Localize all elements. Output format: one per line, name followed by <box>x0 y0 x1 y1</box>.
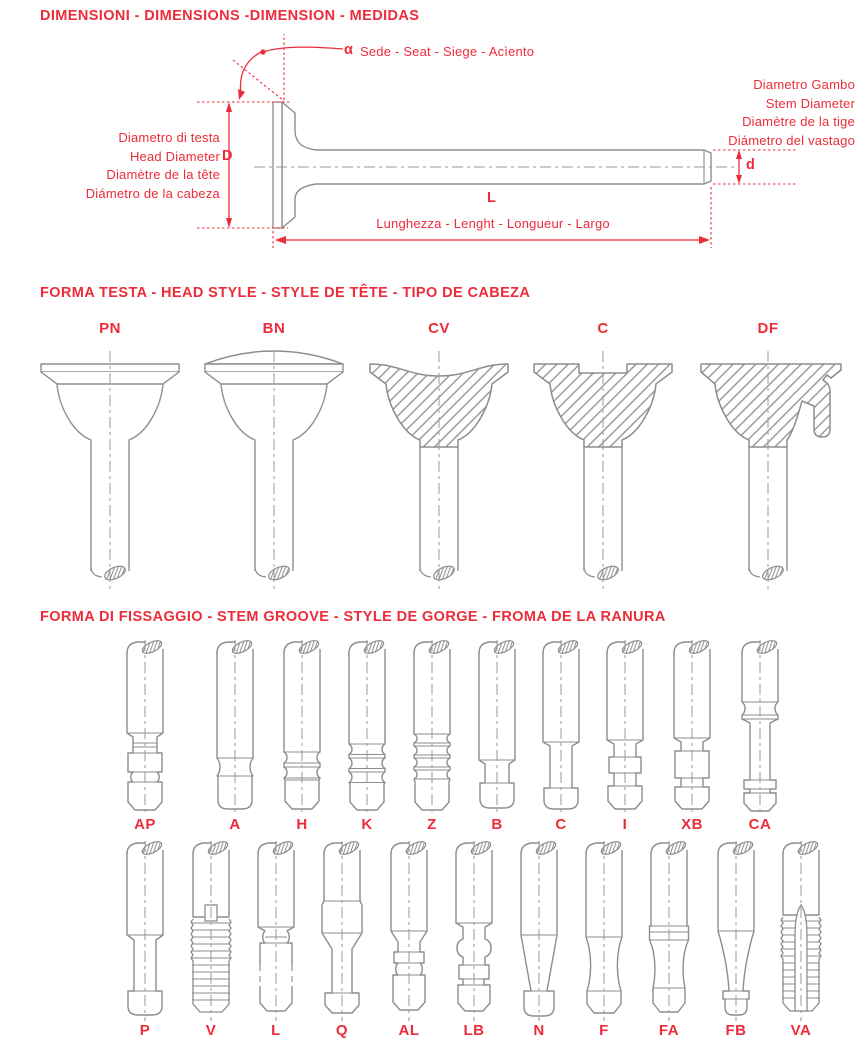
head-style-bn-drawing <box>199 345 349 600</box>
stem-groove-code-al: AL <box>398 1022 420 1039</box>
head-style-code-pn: PN <box>99 320 121 337</box>
stem-groove-code-p: P <box>139 1022 151 1039</box>
head-style-cv-drawing <box>364 345 514 600</box>
stem-groove-code-f: F <box>599 1022 609 1039</box>
alpha-symbol: α <box>344 42 353 58</box>
stem-groove-n-drawing <box>506 841 572 1023</box>
head-style-code-c: C <box>597 320 609 337</box>
head-style-c-drawing <box>528 345 678 600</box>
stem-groove-code-z: Z <box>427 816 437 833</box>
head-style-title: FORMA TESTA - HEAD STYLE - STYLE DE TÊTE - TIPO DE CABEZA <box>40 285 531 301</box>
stem-groove-z-drawing <box>399 640 465 816</box>
stem-groove-i-drawing <box>592 640 658 816</box>
head-style-df-drawing <box>693 345 843 600</box>
head-style-code-bn: BN <box>262 320 286 337</box>
head-style-code-df: DF <box>757 320 779 337</box>
stem-groove-code-h: H <box>296 816 308 833</box>
stem-groove-code-c: C <box>555 816 567 833</box>
stem-groove-q-drawing <box>309 841 375 1023</box>
stem-groove-code-ap: AP <box>134 816 156 833</box>
stem-groove-xb-drawing <box>659 640 725 816</box>
stem-groove-h-drawing <box>269 640 335 816</box>
stem-groove-p-drawing <box>112 841 178 1023</box>
head-diameter-symbol: D <box>222 148 233 164</box>
stem-groove-code-xb: XB <box>681 816 703 833</box>
head-style-pn-drawing <box>35 345 185 600</box>
head-diameter-label <box>30 129 220 203</box>
stem-groove-l-drawing <box>243 841 309 1023</box>
length-label: Lunghezza - Lenght - Longueur - Largo <box>376 216 610 231</box>
stem-groove-code-i: I <box>622 816 628 833</box>
stem-groove-k-drawing <box>334 640 400 816</box>
stem-groove-b-drawing <box>464 640 530 816</box>
stem-diameter-line: Diamètre de la tige <box>742 114 855 129</box>
dimensions-title: DIMENSIONI - DIMENSIONS -DIMENSION - MEDIDAS <box>40 8 420 24</box>
head-diameter-line: Diámetro de la cabeza <box>85 185 220 201</box>
stem-groove-fb-drawing <box>703 841 769 1023</box>
stem-diameter-label <box>659 76 855 150</box>
stem-groove-title: FORMA DI FISSAGGIO - STEM GROOVE - STYLE DE GORGE - FROMA DE LA RANURA <box>40 609 666 625</box>
stem-groove-c-drawing <box>528 640 594 816</box>
stem-diameter-line: Diámetro del vastago <box>728 132 855 148</box>
stem-groove-code-va: VA <box>790 1022 812 1039</box>
stem-groove-code-b: B <box>491 816 503 833</box>
stem-groove-f-drawing <box>571 841 637 1023</box>
stem-diameter-line: Stem Diameter <box>765 95 855 111</box>
stem-groove-a-drawing <box>202 640 268 816</box>
stem-groove-code-n: N <box>533 1022 545 1039</box>
stem-diameter-line: Diametro Gambo <box>753 77 855 92</box>
head-diameter-line: Diamètre de la tête <box>106 167 220 182</box>
stem-groove-code-fa: FA <box>658 1022 680 1039</box>
length-symbol: L <box>487 190 496 206</box>
stem-groove-lb-drawing <box>441 841 507 1023</box>
stem-groove-va-drawing <box>768 841 834 1023</box>
stem-groove-code-a: A <box>229 816 241 833</box>
stem-groove-code-fb: FB <box>725 1022 747 1039</box>
stem-groove-code-k: K <box>361 816 373 833</box>
stem-groove-code-lb: LB <box>463 1022 485 1039</box>
head-style-code-cv: CV <box>428 320 450 337</box>
head-diameter-line: Head Diameter <box>129 148 220 164</box>
stem-groove-v-drawing <box>178 841 244 1023</box>
stem-groove-ap-drawing <box>112 640 178 816</box>
stem-diameter-symbol: d <box>746 157 755 173</box>
stem-groove-ca-drawing <box>727 640 793 816</box>
stem-groove-code-ca: CA <box>748 816 772 833</box>
stem-groove-al-drawing <box>376 841 442 1023</box>
head-diameter-line: Diametro di testa <box>118 130 220 145</box>
seat-label: Sede - Seat - Siege - Acìento <box>360 44 535 59</box>
stem-groove-code-v: V <box>205 1022 217 1039</box>
stem-groove-code-q: Q <box>335 1022 349 1039</box>
stem-groove-fa-drawing <box>636 841 702 1023</box>
stem-groove-code-l: L <box>271 1022 281 1039</box>
